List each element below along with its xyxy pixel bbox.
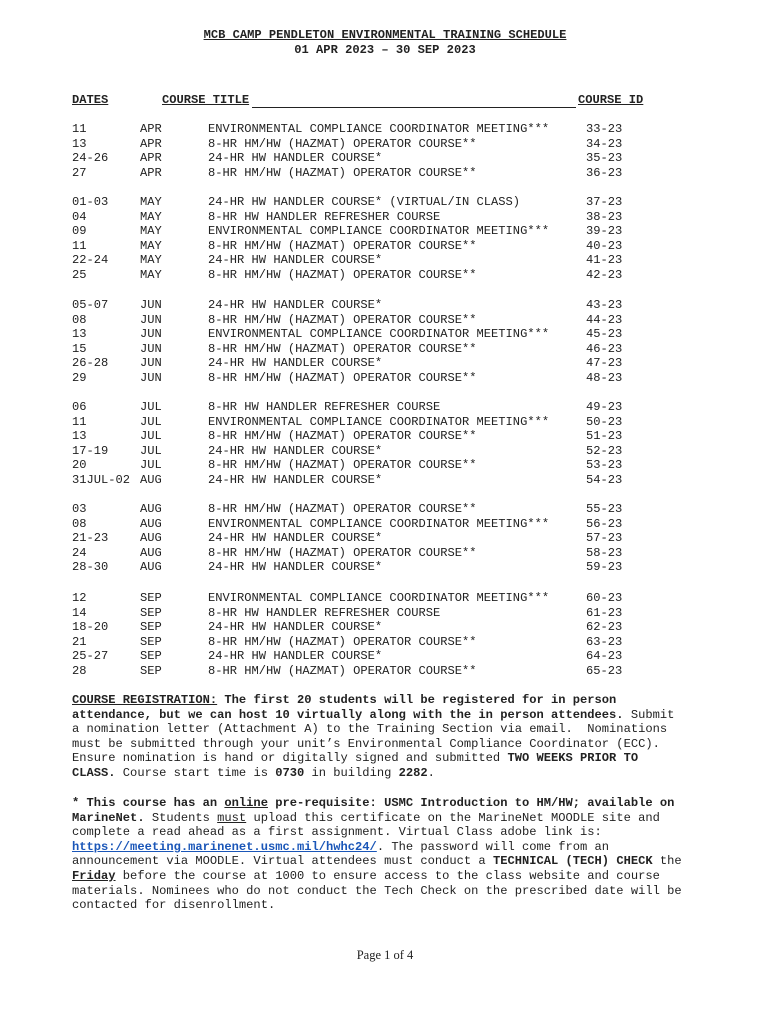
- row-date: 13: [72, 327, 87, 342]
- row-month: APR: [140, 151, 162, 166]
- row-course-id: 43-23: [586, 298, 623, 312]
- row-date: 11: [72, 122, 87, 136]
- row-course-title: 24-HR HW HANDLER COURSE* (VIRTUAL/IN CLASS): [208, 195, 521, 209]
- row-date: 18-20: [72, 620, 109, 635]
- row-date: 21-23: [72, 531, 109, 546]
- schedule-row: [0, 356, 770, 370]
- row-course-title: 8-HR HM/HW (HAZMAT) OPERATOR COURSE**: [208, 312, 477, 327]
- text-run: must: [217, 810, 247, 825]
- schedule-row: [0, 458, 770, 472]
- row-course-title: 8-HR HM/HW (HAZMAT) OPERATOR COURSE**: [208, 268, 477, 282]
- prerequisite-paragraph: [72, 796, 712, 913]
- row-course-id: 36-23: [586, 165, 623, 180]
- schedule-row: [0, 635, 770, 649]
- row-course-id: 51-23: [586, 429, 623, 444]
- row-course-title: 8-HR HM/HW (HAZMAT) OPERATOR COURSE**: [208, 341, 477, 356]
- text-run: .: [427, 765, 435, 780]
- row-month: MAY: [140, 253, 162, 268]
- row-course-id: 54-23: [586, 473, 623, 487]
- schedule-row: [0, 620, 770, 634]
- row-date: 15: [72, 341, 87, 356]
- row-date: 20: [72, 458, 87, 473]
- row-month: JUN: [140, 341, 162, 356]
- row-course-id: 49-23: [586, 400, 623, 414]
- paragraph-line: [72, 869, 712, 884]
- row-date: 06: [72, 400, 87, 414]
- column-header-course-id: COURSE ID: [578, 93, 644, 107]
- row-date: 09: [72, 224, 87, 239]
- document-title: [0, 28, 770, 42]
- row-course-title: 24-HR HW HANDLER COURSE*: [208, 356, 383, 371]
- virtual-class-link[interactable]: https://meeting.marinenet.usmc.mil/hwhc24/: [72, 839, 377, 854]
- column-header-dates: DATES: [72, 93, 109, 107]
- row-date: 12: [72, 591, 87, 605]
- row-month: AUG: [140, 545, 162, 560]
- row-date: 25: [72, 268, 87, 282]
- row-course-id: 62-23: [586, 620, 623, 635]
- schedule-row: [0, 166, 770, 180]
- row-month: APR: [140, 165, 162, 180]
- text-run: TECHNICAL (TECH) CHECK: [492, 854, 653, 869]
- row-month: JUN: [140, 298, 162, 312]
- row-course-title: ENVIRONMENTAL COMPLIANCE COORDINATOR MEETING***: [208, 122, 550, 136]
- schedule-row: [0, 239, 770, 253]
- row-course-title: 24-HR HW HANDLER COURSE*: [208, 298, 383, 312]
- paragraph-line: [72, 722, 712, 737]
- row-course-title: 24-HR HW HANDLER COURSE*: [208, 253, 383, 268]
- row-course-id: 55-23: [586, 502, 623, 516]
- row-course-title: 8-HR HM/HW (HAZMAT) OPERATOR COURSE**: [208, 238, 477, 253]
- text-run: the: [652, 854, 682, 869]
- row-course-id: 39-23: [586, 224, 623, 239]
- schedule-row: [0, 502, 770, 516]
- row-month: SEP: [140, 591, 162, 605]
- schedule-row: [0, 531, 770, 545]
- row-month: JUN: [140, 356, 162, 371]
- column-header-course-title: COURSE TITLE: [162, 93, 250, 107]
- row-course-id: 40-23: [586, 238, 623, 253]
- row-course-title: 8-HR HW HANDLER REFRESHER COURSE: [208, 605, 441, 620]
- paragraph-line: [72, 811, 712, 826]
- schedule-row: [0, 210, 770, 224]
- paragraph-line: [72, 854, 712, 869]
- text-run: 0730: [275, 765, 305, 780]
- row-course-id: 47-23: [586, 356, 623, 371]
- schedule-row: [0, 224, 770, 238]
- row-course-id: 50-23: [586, 414, 623, 429]
- row-month: JUL: [140, 443, 162, 458]
- row-course-title: ENVIRONMENTAL COMPLIANCE COORDINATOR MEETING***: [208, 414, 550, 429]
- schedule-row: [0, 327, 770, 341]
- row-date: 03: [72, 502, 87, 516]
- row-course-title: ENVIRONMENTAL COMPLIANCE COORDINATOR MEETING***: [208, 224, 550, 239]
- date-range: 01 APR 2023 – 30 SEP 2023: [294, 43, 476, 57]
- row-course-title: ENVIRONMENTAL COMPLIANCE COORDINATOR MEETING***: [208, 516, 550, 531]
- schedule-row: [0, 268, 770, 282]
- row-course-id: 59-23: [586, 560, 623, 575]
- row-date: 22-24: [72, 253, 109, 268]
- row-month: MAY: [140, 195, 162, 209]
- row-month: MAY: [140, 238, 162, 253]
- text-run: Submit: [623, 707, 675, 722]
- schedule-row: [0, 371, 770, 385]
- schedule-row: [0, 137, 770, 151]
- row-course-id: 64-23: [586, 649, 623, 664]
- row-course-id: 35-23: [586, 151, 623, 166]
- row-date: 14: [72, 605, 87, 620]
- row-course-id: 63-23: [586, 634, 623, 649]
- row-date: 21: [72, 634, 87, 649]
- row-month: SEP: [140, 634, 162, 649]
- paragraph-line: [72, 693, 712, 708]
- registration-paragraph: [72, 693, 712, 781]
- row-month: JUL: [140, 414, 162, 429]
- row-month: MAY: [140, 209, 162, 224]
- paragraph-line: [72, 884, 712, 899]
- header-underline: [252, 107, 576, 108]
- schedule-row: [0, 517, 770, 531]
- row-course-title: 8-HR HM/HW (HAZMAT) OPERATOR COURSE**: [208, 165, 477, 180]
- row-date: 05-07: [72, 298, 109, 312]
- row-month: JUL: [140, 400, 162, 414]
- text-run: TWO WEEKS PRIOR TO: [507, 751, 639, 766]
- schedule-row: [0, 429, 770, 443]
- paragraph-line: [72, 840, 712, 855]
- row-month: JUL: [140, 429, 162, 444]
- schedule-row: [0, 122, 770, 136]
- row-course-id: 58-23: [586, 545, 623, 560]
- text-run: complete a read ahead as a first assignment. Virtual Class adobe link is:: [72, 825, 602, 840]
- row-month: SEP: [140, 620, 162, 635]
- text-run: in building: [304, 765, 399, 780]
- text-run: CLASS.: [72, 765, 116, 780]
- paragraph-line: [72, 766, 712, 781]
- row-course-id: 46-23: [586, 341, 623, 356]
- schedule-row: [0, 195, 770, 209]
- row-date: 08: [72, 516, 87, 531]
- schedule-row: [0, 444, 770, 458]
- row-course-title: 24-HR HW HANDLER COURSE*: [208, 151, 383, 166]
- paragraph-line: [72, 898, 712, 913]
- row-course-id: 42-23: [586, 268, 623, 282]
- row-month: SEP: [140, 605, 162, 620]
- text-run: COURSE REGISTRATION:: [72, 693, 218, 707]
- row-month: APR: [140, 136, 162, 151]
- row-course-id: 65-23: [586, 664, 623, 678]
- row-date: 13: [72, 136, 87, 151]
- paragraph-line: [72, 737, 712, 752]
- text-run: a nomination letter (Attachment A) to the Training Section via email. Nominations: [72, 722, 668, 737]
- row-course-id: 45-23: [586, 327, 623, 342]
- row-course-title: 24-HR HW HANDLER COURSE*: [208, 443, 383, 458]
- row-month: SEP: [140, 664, 162, 678]
- paragraph-line: [72, 825, 712, 840]
- row-month: MAY: [140, 224, 162, 239]
- page-number: Page 1 of 4: [356, 948, 414, 962]
- paragraph-line: [72, 751, 712, 766]
- row-date: 11: [72, 238, 87, 253]
- row-course-id: 33-23: [586, 122, 623, 136]
- schedule-row: [0, 664, 770, 678]
- row-date: 13: [72, 429, 87, 444]
- text-run: * This course has an: [72, 796, 225, 810]
- text-run: upload this certificate on the MarineNet MOODLE site and: [246, 810, 660, 825]
- row-month: MAY: [140, 268, 162, 282]
- row-month: AUG: [140, 516, 162, 531]
- paragraph-line: [72, 796, 712, 811]
- text-run: online: [224, 796, 268, 810]
- row-month: JUN: [140, 312, 162, 327]
- row-course-id: 61-23: [586, 605, 623, 620]
- row-course-id: 57-23: [586, 531, 623, 546]
- row-course-title: 24-HR HW HANDLER COURSE*: [208, 560, 383, 575]
- row-month: AUG: [140, 473, 162, 487]
- row-course-title: 8-HR HM/HW (HAZMAT) OPERATOR COURSE**: [208, 371, 477, 385]
- row-course-id: 44-23: [586, 312, 623, 327]
- row-course-id: 41-23: [586, 253, 623, 268]
- row-date: 04: [72, 209, 87, 224]
- schedule-row: [0, 546, 770, 560]
- row-course-id: 38-23: [586, 209, 623, 224]
- row-date: 31JUL-02: [72, 473, 131, 487]
- schedule-row: [0, 342, 770, 356]
- schedule-row: [0, 415, 770, 429]
- text-run: contacted for disenrollment.: [72, 898, 276, 913]
- schedule-row: [0, 298, 770, 312]
- row-course-id: 56-23: [586, 516, 623, 531]
- row-course-title: 24-HR HW HANDLER COURSE*: [208, 620, 383, 635]
- schedule-row: [0, 560, 770, 574]
- row-date: 25-27: [72, 649, 109, 664]
- row-course-title: 8-HR HM/HW (HAZMAT) OPERATOR COURSE**: [208, 136, 477, 151]
- row-course-title: 8-HR HM/HW (HAZMAT) OPERATOR COURSE**: [208, 502, 477, 516]
- row-date: 29: [72, 371, 87, 385]
- row-month: AUG: [140, 531, 162, 546]
- text-run: The first 20 students will be registered for in person: [217, 693, 617, 707]
- row-month: JUN: [140, 371, 162, 385]
- row-month: AUG: [140, 502, 162, 516]
- text-run: announcement via MOODLE. Virtual attendees must conduct a: [72, 854, 493, 869]
- text-run: attendance, but we can host 10 virtually along with the in person attendees.: [72, 707, 624, 722]
- row-course-title: 24-HR HW HANDLER COURSE*: [208, 531, 383, 546]
- schedule-row: [0, 253, 770, 267]
- schedule-row: [0, 649, 770, 663]
- row-date: 24-26: [72, 151, 109, 166]
- text-run: MarineNet.: [72, 810, 145, 825]
- row-course-title: 8-HR HM/HW (HAZMAT) OPERATOR COURSE**: [208, 458, 477, 473]
- text-run: before the course at 1000 to ensure access to the class website and course: [115, 868, 660, 883]
- row-course-title: 8-HR HM/HW (HAZMAT) OPERATOR COURSE**: [208, 429, 477, 444]
- text-run: . The password will come from an: [376, 839, 610, 854]
- row-date: 08: [72, 312, 87, 327]
- row-date: 17-19: [72, 443, 109, 458]
- text-run: 2282: [398, 765, 428, 780]
- row-date: 28: [72, 664, 87, 678]
- row-date: 11: [72, 414, 87, 429]
- row-course-id: 48-23: [586, 371, 623, 385]
- row-course-id: 52-23: [586, 443, 623, 458]
- row-course-title: 8-HR HM/HW (HAZMAT) OPERATOR COURSE**: [208, 545, 477, 560]
- text-run: materials. Nominees who do not conduct the Tech Check on the prescribed date will be: [72, 883, 682, 898]
- row-month: JUL: [140, 458, 162, 473]
- row-course-id: 53-23: [586, 458, 623, 473]
- text-run: pre-requisite: USMC Introduction to HM/HW; available on: [267, 796, 675, 810]
- paragraph-line: [72, 708, 712, 723]
- row-course-id: 37-23: [586, 195, 623, 209]
- row-course-title: ENVIRONMENTAL COMPLIANCE COORDINATOR MEETING***: [208, 327, 550, 342]
- schedule-row: [0, 151, 770, 165]
- row-course-title: 8-HR HW HANDLER REFRESHER COURSE: [208, 400, 441, 414]
- row-month: JUN: [140, 327, 162, 342]
- row-month: SEP: [140, 649, 162, 664]
- row-course-title: 8-HR HM/HW (HAZMAT) OPERATOR COURSE**: [208, 664, 477, 678]
- row-course-title: 8-HR HW HANDLER REFRESHER COURSE: [208, 209, 441, 224]
- schedule-row: [0, 313, 770, 327]
- row-date: 28-30: [72, 560, 109, 575]
- row-date: 24: [72, 545, 87, 560]
- row-course-title: 24-HR HW HANDLER COURSE*: [208, 473, 383, 487]
- row-course-title: ENVIRONMENTAL COMPLIANCE COORDINATOR MEETING***: [208, 591, 550, 605]
- schedule-row: [0, 591, 770, 605]
- document-title-text: MCB CAMP PENDLETON ENVIRONMENTAL TRAINING SCHEDULE: [203, 28, 567, 42]
- row-course-id: 60-23: [586, 591, 623, 605]
- row-month: APR: [140, 122, 162, 136]
- text-run: Ensure nomination is hand or digitally signed and submitted: [72, 751, 508, 766]
- text-run: Friday: [72, 868, 116, 883]
- row-course-id: 34-23: [586, 136, 623, 151]
- row-course-title: 8-HR HM/HW (HAZMAT) OPERATOR COURSE**: [208, 634, 477, 649]
- row-date: 27: [72, 165, 87, 180]
- text-run: Course start time is: [115, 765, 276, 780]
- row-course-title: 24-HR HW HANDLER COURSE*: [208, 649, 383, 664]
- text-run: Students: [144, 810, 218, 825]
- row-date: 01-03: [72, 195, 109, 209]
- schedule-row: [0, 473, 770, 487]
- schedule-row: [0, 606, 770, 620]
- row-month: AUG: [140, 560, 162, 575]
- schedule-row: [0, 400, 770, 414]
- row-date: 26-28: [72, 356, 109, 371]
- text-run: must be submitted through your unit’s Environmental Compliance Coordinator (ECC).: [72, 736, 660, 751]
